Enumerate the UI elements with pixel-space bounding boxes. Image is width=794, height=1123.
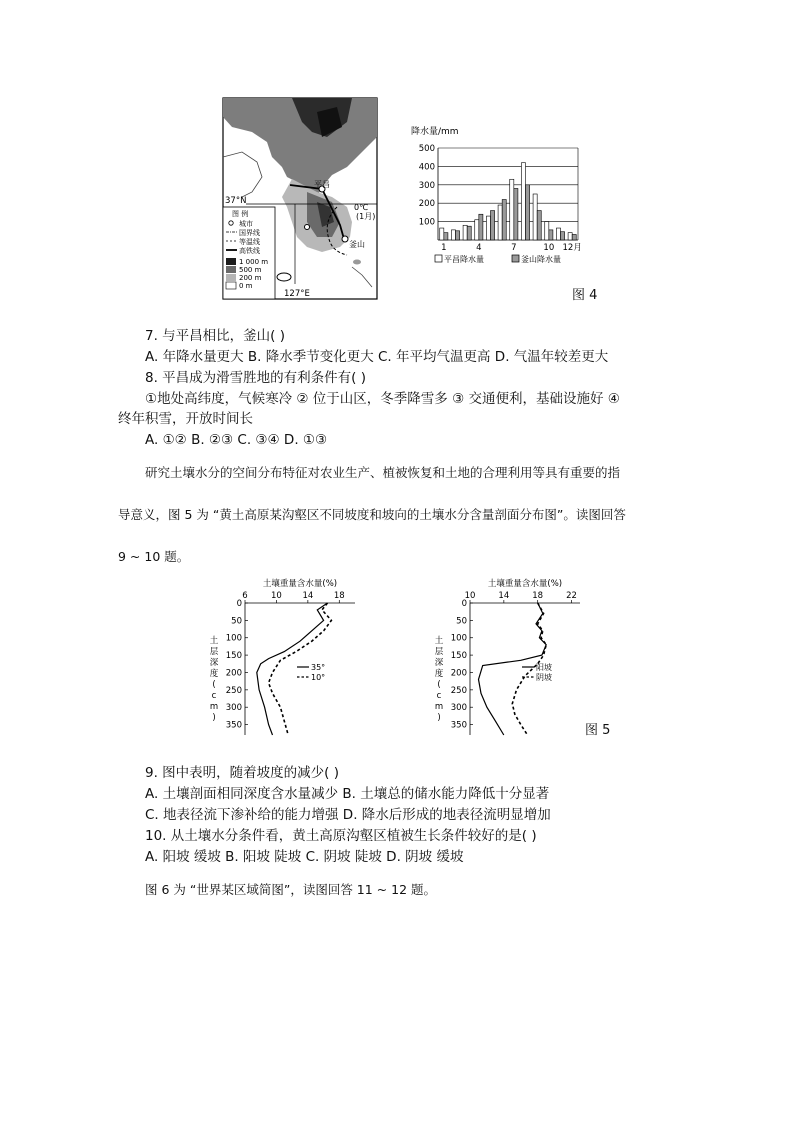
bar-pingchang	[521, 163, 525, 240]
bar-fushan	[456, 231, 460, 240]
elev-0-swatch	[226, 282, 236, 289]
fig6-intro: 图 6 为 “世界某区域简图”，读图回答 11 ~ 12 题。	[145, 882, 437, 897]
legend-label-1: 阳坡	[536, 663, 552, 672]
x-tick-label: 12月	[562, 243, 582, 253]
x-tick-label: 14	[498, 591, 510, 601]
legend-label-2: 10°	[311, 673, 326, 682]
y-tick-label: 200	[450, 668, 467, 679]
y-tick-label: 250	[225, 685, 242, 696]
y-tick-label: 400	[418, 162, 435, 173]
y-axis-title-char: 土	[434, 636, 444, 646]
x-tick-label: 14	[302, 591, 314, 601]
y-tick-label: 150	[450, 651, 467, 662]
x-tick-label: 10	[271, 591, 282, 601]
y-axis-title-char: m	[209, 702, 219, 712]
bar-pingchang	[533, 194, 537, 240]
isotherm-month: (1月)	[356, 212, 376, 221]
fig5-label: 图 5	[585, 723, 611, 738]
elev-500-swatch	[226, 266, 236, 273]
q8-statements-1: ①地处高纬度，气候寒冷 ② 位于山区，冬季降雪多 ③ 交通便利，基础设施好 ④	[145, 391, 620, 407]
bar-fushan	[526, 185, 530, 240]
legend-elev-0: 0 m	[239, 282, 253, 290]
y-tick-label: 0	[236, 599, 242, 609]
legend-city: 城市	[239, 220, 253, 228]
y-axis-title-char: 深	[209, 658, 219, 668]
city-icon	[229, 221, 233, 225]
legend-swatch-fushan	[512, 255, 519, 262]
y-axis-title-char: m	[434, 702, 444, 712]
q7-stem: 7. 与平昌相比，釜山( )	[145, 328, 285, 344]
y-tick-label: 200	[418, 199, 435, 210]
legend-title: 图 例	[232, 210, 249, 218]
bar-fushan	[502, 200, 506, 240]
q9-stem: 9. 图中表明，随着坡度的减少( )	[145, 765, 339, 781]
y-tick-label: 200	[225, 668, 242, 679]
bar-fushan	[479, 214, 483, 240]
bar-fushan	[572, 234, 576, 240]
bar-pingchang	[451, 230, 455, 240]
precipitation-bar-chart	[400, 122, 585, 267]
bar-pingchang	[475, 220, 479, 240]
intro-line-2: 导意义，图 5 为 “黄土高原某沟壑区不同坡度和坡向的土壤水分含量剖面分布图”。读图回答	[118, 507, 626, 522]
fushan-label: 釜山	[349, 240, 365, 249]
x-tick-label: 1	[441, 243, 447, 253]
x-tick-label: 7	[511, 243, 517, 253]
x-tick-label: 22	[566, 591, 577, 601]
bar-pingchang	[463, 225, 467, 240]
y-tick-label: 100	[418, 217, 435, 228]
y-tick-label: 100	[225, 633, 242, 644]
y-tick-label: 350	[225, 720, 242, 731]
isotherm-label: 0℃	[354, 203, 369, 212]
x-axis-title: 土壤重量含水量(%)	[262, 579, 338, 589]
intro-line-3: 9 ~ 10 题。	[118, 549, 190, 564]
y-axis-title-char: c	[211, 691, 217, 701]
legend-elev-1000: 1 000 m	[239, 258, 269, 266]
x-tick-label: 18	[532, 591, 544, 601]
y-axis-title-char: 度	[434, 669, 444, 679]
q8-options: A. ①② B. ②③ C. ③④ D. ①③	[145, 432, 328, 448]
legend-swatch-pingchang	[435, 255, 442, 262]
x-tick-label: 18	[333, 591, 345, 601]
q10-stem: 10. 从土壤水分条件看，黄土高原沟壑区植被生长条件较好的是( )	[145, 828, 537, 844]
legend-isotherm: 等温线	[239, 238, 260, 246]
q9-options-ab: A. 土壤剖面相同深度含水量减少 B. 土壤总的储水能力降低十分显著	[145, 786, 550, 802]
y-tick-label: 300	[225, 703, 242, 714]
lat-label: 37°N	[225, 196, 247, 206]
bar-fushan	[549, 230, 553, 240]
y-axis-title-char: 层	[434, 647, 444, 657]
y-tick-label: 250	[450, 685, 467, 696]
y-axis-title-char: c	[436, 691, 442, 701]
y-axis-title-char: )	[437, 713, 441, 723]
legend-border: 国界线	[239, 229, 260, 237]
q9-options-cd: C. 地表径流下渗补给的能力增强 D. 降水后形成的地表径流明显增加	[145, 807, 551, 823]
q8-stem: 8. 平昌成为滑雪胜地的有利条件有( )	[145, 370, 366, 386]
y-tick-label: 300	[418, 180, 435, 191]
intro-line-1: 研究土壤水分的空间分布特征对农业生产、植被恢复和土地的合理利用等具有重要的指	[145, 465, 621, 480]
y-tick-label: 150	[225, 651, 242, 662]
y-tick-label: 50	[231, 616, 242, 627]
elev-200-swatch	[226, 274, 236, 281]
y-tick-label: 500	[418, 144, 435, 154]
y-tick-label: 350	[450, 720, 467, 731]
y-axis-title-char: 层	[209, 647, 219, 657]
y-axis-title-char: (	[212, 680, 216, 690]
y-axis-title-char: )	[212, 713, 216, 723]
y-axis-title: 降水量/mm	[411, 127, 459, 137]
bar-pingchang	[498, 205, 502, 240]
legend-label-2: 阴坡	[536, 673, 552, 682]
korea-map	[222, 97, 378, 300]
elev-1000-swatch	[226, 258, 236, 265]
bar-pingchang	[556, 228, 560, 240]
legend-railway: 高铁线	[239, 247, 260, 255]
x-tick-label: 6	[242, 591, 248, 601]
x-tick-label: 10	[464, 591, 476, 601]
y-tick-label: 100	[450, 633, 467, 644]
y-tick-label: 300	[450, 703, 467, 714]
legend-label-1: 35°	[311, 663, 326, 672]
bar-fushan	[561, 232, 565, 240]
y-tick-label: 50	[456, 616, 467, 627]
x-tick-label: 10	[543, 243, 555, 253]
legend-label-fushan: 釜山降水量	[521, 255, 561, 264]
bar-fushan	[514, 188, 518, 240]
legend-elev-500: 500 m	[239, 266, 262, 274]
legend-elev-200: 200 m	[239, 274, 262, 282]
x-tick-label: 4	[476, 243, 482, 253]
bar-fushan	[491, 211, 495, 240]
bar-fushan	[444, 233, 448, 240]
q8-statements-2: 终年积雪，开放时间长	[118, 411, 253, 427]
bar-pingchang	[545, 222, 549, 240]
soil-moisture-slope-chart	[205, 575, 370, 745]
bar-fushan	[537, 211, 541, 240]
y-axis-title-char: 度	[209, 669, 219, 679]
x-axis-title: 土壤重量含水量(%)	[487, 579, 563, 589]
q7-options: A. 年降水量更大 B. 降水季节变化更大 C. 年平均气温更高 D. 气温年较差更大	[145, 349, 609, 365]
q10-options: A. 阳坡 缓坡 B. 阳坡 陡坡 C. 阴坡 陡坡 D. 阴坡 缓坡	[145, 849, 464, 865]
legend-label-pingchang: 平昌降水量	[444, 255, 484, 264]
y-axis-title-char: 土	[209, 636, 219, 646]
bar-pingchang	[510, 179, 514, 240]
bar-fushan	[467, 226, 471, 240]
y-axis-title-char: 深	[434, 658, 444, 668]
bar-pingchang	[486, 216, 490, 240]
lon-label: 127°E	[284, 289, 310, 299]
soil-moisture-aspect-chart	[430, 575, 595, 745]
fig4-label: 图 4	[572, 288, 598, 303]
bar-pingchang	[568, 233, 572, 240]
bar-pingchang	[440, 228, 444, 240]
pingchang-label: 平昌	[314, 180, 330, 189]
map-legend	[223, 207, 275, 299]
y-axis-title-char: (	[437, 680, 441, 690]
y-tick-label: 0	[461, 599, 467, 609]
